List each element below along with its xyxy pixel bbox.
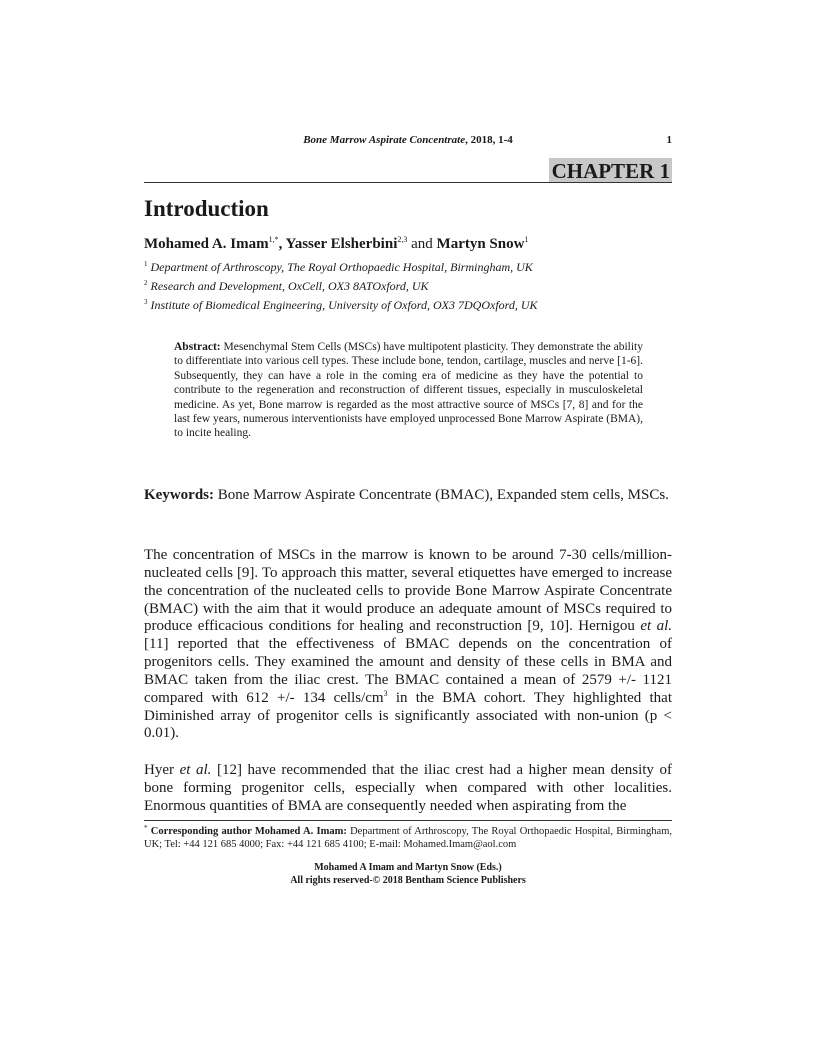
- keywords-label: Keywords:: [144, 487, 214, 503]
- body-paragraph: The concentration of MSCs in the marrow is known to be around 7-30 cells/million-nucleated cells [9]. To approach this matter, several etiquettes have emerged to increase the concentration of the nucleated cells to provide Bone Marrow Aspirate Concentrate (BMAC) with the aim that it would produce an adequate amount of MSCs required to produce efficacious conditions for healing and reconstruction [9, 10]. Hernigou et al. [11] reported that the effectiveness of BMAC depends on the concentration of progenitors cells. They examined the amount and density of these cells in BMA and BMAC taken from the iliac crest. The BMAC contained a mean of 2579 +/- 1121 compared with 612 +/- 134 cells/$cm^3$ in the BMA cohort. They highlighted that Diminished array of progenitor cells is significantly associated with non-union (p < 0.01).: [144, 547, 672, 742]
- footnote-label: Corresponding author Mohamed A. Imam:: [150, 826, 347, 837]
- copyright-line: All rights reserved-© 2018 Bentham Science Publishers: [290, 875, 526, 886]
- author-affiliation-marker: 2,3: [397, 235, 408, 244]
- affiliation: $^2$ Research and Development, OxCell, OX3 8ATOxford, UK: [144, 279, 429, 293]
- footnote-rule: [144, 820, 672, 821]
- abstract-text: Mesenchymal Stem Cells (MSCs) have multipotent plasticity. They demonstrate the ability to differentiate into various cell types. These include bone, tendon, cartilage, muscles and nerve [1-6]. Subsequently, they can have a role in the coming era of medicine as they have the potential to contribute to the regeneration and reconstruction of different tissues, especially in musculoskeletal medicine. As yet, Bone marrow is regarded as the most attractive source of MSCs [7, 8] and for the last few years, numerous interventionists have employed unprocessed Bone Marrow Aspirate (BMA), to incite healing.: [174, 341, 643, 440]
- affiliation: $^1$ Department of Arthroscopy, The Royal Orthopaedic Hospital, Birmingham, UK: [144, 260, 533, 274]
- author-separator: ,: [278, 236, 286, 252]
- chapter-title: Introduction: [144, 196, 269, 221]
- editors-line: Mohamed A Imam and Martyn Snow (Eds.): [314, 862, 502, 873]
- publisher-info: [144, 861, 672, 887]
- author-name: Mohamed A. Imam: [144, 236, 269, 252]
- author-name: Martyn Snow: [436, 236, 525, 252]
- footnote-text: Department of Arthroscopy, The Royal Orthopaedic Hospital, Birmingham, UK; Tel: +44 121 685 4000; Fax: +44 121 685 4100; E-mail: Mohamed.Imam@aol.com: [144, 826, 672, 850]
- page-number: 1: [666, 134, 672, 146]
- header-rule: [144, 182, 672, 183]
- keywords-text: Bone Marrow Aspirate Concentrate (BMAC), Expanded stem cells, MSCs.: [214, 487, 669, 503]
- keywords: [144, 486, 672, 505]
- footnote: * Corresponding author Mohamed A. Imam: Department of Arthroscopy, The Royal Orthopaedic Hospital, Birmingham, UK; Tel: +44 121 685 4000; Fax: +44 121 685 4100; E-mail: Mohamed.Imam@aol.com: [144, 824, 672, 850]
- author-affiliation-marker: 1,*: [268, 235, 279, 244]
- author-list: [144, 236, 528, 253]
- abstract: [174, 340, 643, 441]
- abstract-label: Abstract:: [174, 341, 221, 353]
- body-paragraph: Hyer et al. [12] have recommended that the iliac crest had a higher mean density of bone forming progenitor cells, especially when compared with other localities. Enormous quantities of BMA are consequently needed when aspirating from the: [144, 762, 672, 814]
- chapter-label: CHAPTER 1: [549, 158, 672, 183]
- affiliation: $^3$ Institute of Biomedical Engineering, University of Oxford, OX3 7DQOxford, UK: [144, 298, 538, 312]
- author-separator: and: [407, 236, 437, 252]
- author-affiliation-marker: 1: [524, 235, 529, 244]
- author-name: Yasser Elsherbini: [285, 236, 398, 252]
- running-head-title: Bone Marrow Aspirate Concentrate, 2018, 1-4: [303, 134, 513, 146]
